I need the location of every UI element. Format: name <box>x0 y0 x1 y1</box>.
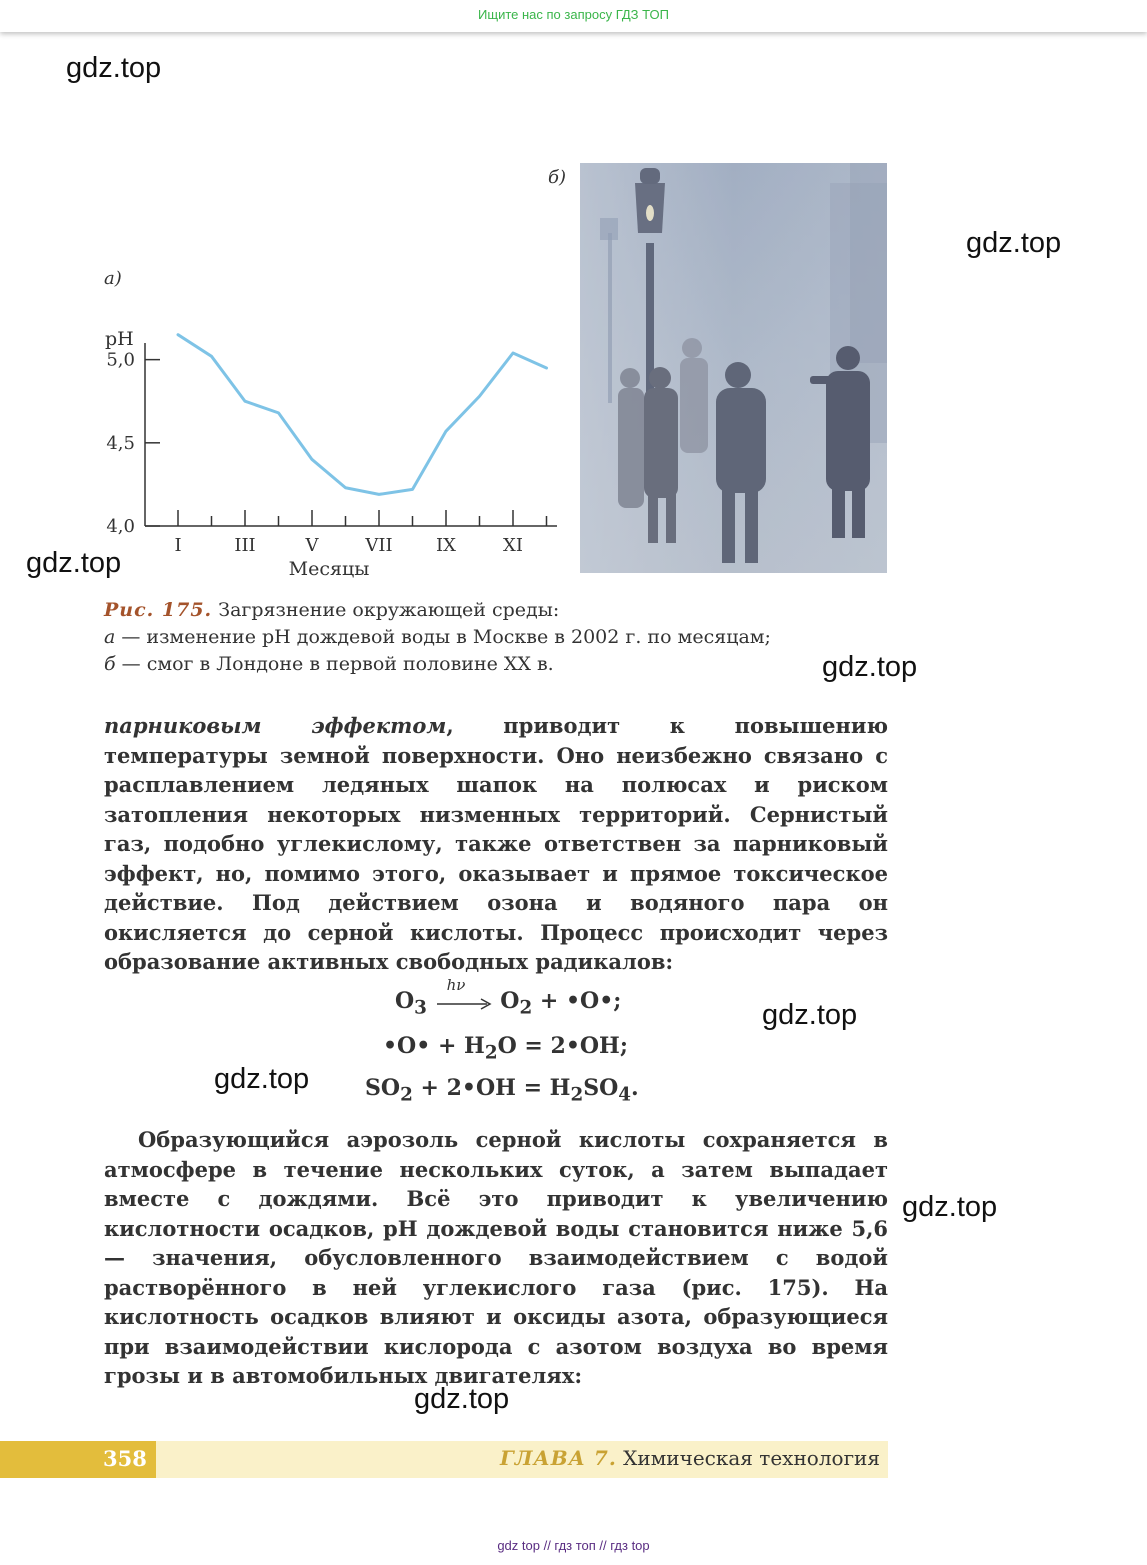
paragraph-2 <box>104 1125 888 1391</box>
ph-chart <box>95 325 565 585</box>
watermark: gdz.top <box>26 547 122 579</box>
eq2-left: •O• + H <box>383 1033 485 1059</box>
reaction-arrow <box>435 976 493 1012</box>
eq3-so: SO <box>365 1075 401 1101</box>
caption-b-text: — смог в Лондоне в первой половине XX в. <box>115 653 554 675</box>
paragraph-2-text: Образующийся аэрозоль серной кислоты сохраняется в атмосфере в течение нескольких суток, а затем выпадает вместе с дождями. Всё это приводит к увеличению кислотности осадков, pH дождевой воды становится ниже 5,6 — значения, обусловленного взаимодействием с водой растворённого в ней углекислого газа (рис. 175). На кислотность осадков влияют и оксиды азота, образующиеся при взаимодействии кислорода с азотом воздуха во время грозы и в автомобильных двигателях: <box>104 1127 888 1388</box>
caption-a-letter: а <box>104 626 116 648</box>
x-tick-label: V <box>305 535 319 556</box>
caption-line-title <box>104 597 771 624</box>
eq2-sub2: 2 <box>484 1042 498 1064</box>
watermark: gdz.top <box>762 999 858 1031</box>
x-tick-label: III <box>234 535 256 556</box>
ph-series-line <box>178 335 547 495</box>
eq3-sub2b: 2 <box>570 1084 584 1106</box>
figure-label-a: а) <box>104 268 122 289</box>
watermark: gdz.top <box>966 227 1062 259</box>
eq3-sub2: 2 <box>400 1084 413 1106</box>
top-banner-text: Ищите нас по запросу ГДЗ ТОП <box>478 7 669 22</box>
x-tick-label: I <box>174 535 182 556</box>
eq3-so4: SO <box>583 1075 619 1101</box>
x-tick-label: XI <box>503 535 523 556</box>
eq3-dot: . <box>631 1075 639 1101</box>
arrow-label: hν <box>446 976 466 994</box>
chapter-heading <box>500 1446 880 1470</box>
equation-1 <box>395 976 622 1019</box>
eq3-sub4: 4 <box>618 1084 632 1106</box>
page-footer <box>0 1441 888 1478</box>
eq2-rest: O = 2•OH; <box>497 1033 628 1059</box>
x-tick-label: VII <box>365 535 393 556</box>
paragraph-1-text: , приводит к повышению температуры земной поверхности. Оно неизбежно связано с расплавлением ледяных шапок на полюсах и риском затопления некоторых низменных территорий. Сернистый газ, подобно углекислому, также ответствен за парниковый эффект, но, помимо этого, оказывает и прямое токсическое действие. Под действием озона и водяного пара он окисляется до серной кислоты. Процесс происходит через образование активных свободных радикалов: <box>104 713 888 974</box>
figure-label-b: б) <box>548 167 567 188</box>
watermark: gdz.top <box>414 1383 510 1415</box>
y-tick-label: 4,0 <box>106 516 135 537</box>
watermark: gdz.top <box>822 651 918 683</box>
chapter-title: Химическая технология <box>623 1446 880 1470</box>
page-number: 358 <box>103 1446 147 1471</box>
x-tick-label: IX <box>436 535 456 556</box>
caption-line-a <box>104 624 771 651</box>
smog-photo <box>580 163 887 573</box>
caption-b-letter: б <box>104 653 116 675</box>
caption-title: Загрязнение окружающей среды: <box>218 599 560 621</box>
x-axis-label: Месяцы <box>288 558 370 580</box>
paragraph-1 <box>104 711 888 977</box>
y-tick-label: 4,5 <box>106 432 135 454</box>
y-axis-label: pH <box>105 328 134 350</box>
top-banner <box>0 0 1147 32</box>
watermark: gdz.top <box>214 1063 310 1095</box>
chapter-label: ГЛАВА 7. <box>499 1446 617 1470</box>
equation-3 <box>365 1075 639 1105</box>
eq1-o: O <box>395 988 415 1014</box>
y-tick-label: 5,0 <box>106 349 135 371</box>
eq1-sub2: 2 <box>519 997 533 1019</box>
caption-a-text: — изменение pH дождевой воды в Москве в 2002 г. по месяцам; <box>115 626 771 648</box>
bottom-links[interactable]: gdz top // гдз топ // гдз top <box>497 1538 650 1553</box>
watermark: gdz.top <box>66 52 162 84</box>
watermark: gdz.top <box>902 1191 998 1223</box>
figure-caption <box>104 597 771 678</box>
eq1-rest: + •O•; <box>539 988 622 1014</box>
eq1-sub3: 3 <box>414 997 427 1019</box>
eq3-mid: + 2•OH = H <box>420 1075 571 1101</box>
equation-2 <box>383 1033 628 1063</box>
caption-ref: Рис. 175. <box>104 599 213 621</box>
eq1-o2: O <box>500 988 520 1014</box>
caption-line-b <box>104 651 771 678</box>
term-greenhouse: парниковым эффектом <box>104 713 447 738</box>
